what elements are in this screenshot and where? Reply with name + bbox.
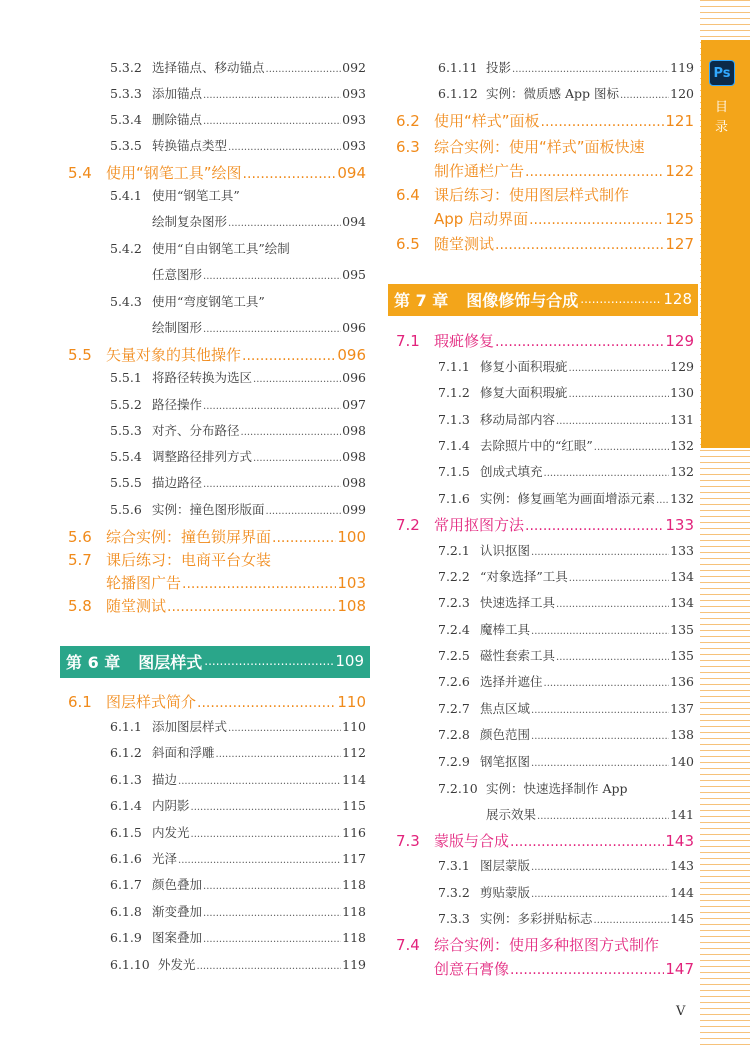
toc-entry[interactable]: 7.2.1 认识抠图 ..... 133 <box>438 541 694 559</box>
toc-section-6-3-continued[interactable]: 制作通栏广告 ..... 122 <box>434 160 694 181</box>
toc-section-6-4[interactable]: 6.4 课后练习：使用图层样式制作 <box>396 186 630 204</box>
toc-section-5-6[interactable]: 5.6 综合实例：撞色锁屏界面 ..... 100 <box>68 526 366 547</box>
toc-entry[interactable]: 7.3.1 图层蒙版 ..... 143 <box>438 856 694 874</box>
chapter-divider <box>60 676 370 678</box>
toc-section-5-7-continued[interactable]: 轮播图广告 ..... 103 <box>106 572 366 593</box>
toc-entry[interactable]: 7.3.3 实例：多彩拼贴标志 ..... 145 <box>438 909 694 927</box>
toc-entry[interactable]: 7.3.2 剪贴蒙版 ..... 144 <box>438 883 694 901</box>
toc-entry[interactable]: 5.3.2 选择锚点、移动锚点 ..... 092 <box>110 58 366 76</box>
toc-entry-continued[interactable]: 绘制复杂图形 ..... 094 <box>152 212 366 230</box>
toc-entry[interactable]: 6.1.7 颜色叠加 ..... 118 <box>110 875 366 893</box>
toc-entry[interactable]: 7.2.3 快速选择工具 ..... 134 <box>438 593 694 611</box>
toc-entry[interactable]: 6.1.10 外发光 ..... 119 <box>110 955 366 973</box>
toc-entry[interactable]: 7.1.2 修复大面积瑕疵 ..... 130 <box>438 383 694 401</box>
toc-entry-continued[interactable]: 展示效果 ..... 141 <box>486 805 694 823</box>
toc-entry[interactable]: 7.1.1 修复小面积瑕疵 ..... 129 <box>438 357 694 375</box>
toc-section-7-4-continued[interactable]: 创意石膏像 ..... 147 <box>434 958 694 979</box>
toc-section-7-2[interactable]: 7.2 常用抠图方法 ..... 133 <box>396 514 694 535</box>
toc-entry[interactable]: 5.3.5 转换锚点类型 ..... 093 <box>110 136 366 154</box>
toc-entry[interactable]: 5.5.6 实例：撞色图形版面 ..... 099 <box>110 500 366 518</box>
toc-entry[interactable]: 6.1.6 光泽 ..... 117 <box>110 849 366 867</box>
toc-entry[interactable]: 6.1.9 图案叠加 ..... 118 <box>110 928 366 946</box>
toc-entry[interactable]: 5.3.4 删除锚点 ..... 093 <box>110 110 366 128</box>
toc-entry[interactable]: 6.1.3 描边 ..... 114 <box>110 770 366 788</box>
toc-entry[interactable]: 7.2.4 魔棒工具 ..... 135 <box>438 620 694 638</box>
toc-entry[interactable]: 6.1.8 渐变叠加 ..... 118 <box>110 902 366 920</box>
toc-section-5-7[interactable]: 5.7 课后练习：电商平台女装 <box>68 551 272 569</box>
toc-section-6-3[interactable]: 6.3 综合实例：使用“样式”面板快速 <box>396 138 645 156</box>
toc-entry[interactable]: 5.5.5 描边路径 ..... 098 <box>110 473 366 491</box>
toc-section-5-4[interactable]: 5.4 使用“钢笔工具”绘图 ..... 094 <box>68 162 366 183</box>
toc-entry[interactable]: 7.2.5 磁性套索工具 ..... 135 <box>438 646 694 664</box>
chapter-divider <box>388 314 698 316</box>
toc-section-5-8[interactable]: 5.8 随堂测试 ..... 108 <box>68 595 366 616</box>
chapter-7-header[interactable]: 第 7 章 图像修饰与合成 ..... 128 <box>388 284 698 314</box>
toc-entry[interactable]: 7.1.3 移动局部内容 ..... 131 <box>438 410 694 428</box>
side-tab <box>701 40 750 448</box>
toc-section-7-3[interactable]: 7.3 蒙版与合成 ..... 143 <box>396 830 694 851</box>
toc-entry[interactable]: 7.2.7 焦点区域 ..... 137 <box>438 699 694 717</box>
photoshop-logo-icon: Ps <box>709 60 735 86</box>
toc-entry[interactable]: 7.2.9 钢笔抠图 ..... 140 <box>438 752 694 770</box>
toc-entry[interactable]: 7.2.10 实例：快速选择制作 App <box>438 781 628 796</box>
toc-section-6-2[interactable]: 6.2 使用“样式”面板 ..... 121 <box>396 110 694 131</box>
toc-entry[interactable]: 5.4.3 使用“弯度钢笔工具” <box>110 294 265 309</box>
toc-entry[interactable]: 5.3.3 添加锚点 ..... 093 <box>110 84 366 102</box>
toc-entry[interactable]: 5.4.1 使用“钢笔工具” <box>110 188 240 203</box>
toc-entry[interactable]: 5.5.2 路径操作 ..... 097 <box>110 395 366 413</box>
toc-entry[interactable]: 7.2.6 选择并遮住 ..... 136 <box>438 672 694 690</box>
toc-entry[interactable]: 7.1.4 去除照片中的“红眼” ..... 132 <box>438 436 694 454</box>
toc-entry-continued[interactable]: 任意图形 ..... 095 <box>152 265 366 283</box>
toc-entry[interactable]: 6.1.12 实例：微质感 App 图标 ..... 120 <box>438 84 694 102</box>
toc-entry[interactable]: 5.4.2 使用“自由钢笔工具”绘制 <box>110 241 290 256</box>
toc-entry[interactable]: 6.1.5 内发光 ..... 116 <box>110 823 366 841</box>
toc-entry[interactable]: 6.1.11 投影 ..... 119 <box>438 58 694 76</box>
toc-entry[interactable]: 6.1.2 斜面和浮雕 ..... 112 <box>110 743 366 761</box>
toc-entry[interactable]: 5.5.4 调整路径排列方式 ..... 098 <box>110 447 366 465</box>
page-number: V <box>676 1004 686 1019</box>
toc-section-6-5[interactable]: 6.5 随堂测试 ..... 127 <box>396 233 694 254</box>
toc-entry[interactable]: 7.1.6 实例：修复画笔为画面增添元素 ..... 132 <box>438 489 694 507</box>
toc-section-7-4[interactable]: 7.4 综合实例：使用多种抠图方式制作 <box>396 936 660 954</box>
toc-section-5-5[interactable]: 5.5 矢量对象的其他操作 ..... 096 <box>68 344 366 365</box>
toc-entry[interactable]: 6.1.4 内阴影 ..... 115 <box>110 796 366 814</box>
toc-entry[interactable]: 7.2.2 “对象选择”工具 ..... 134 <box>438 567 694 585</box>
toc-entry[interactable]: 7.2.8 颜色范围 ..... 138 <box>438 725 694 743</box>
toc-section-6-1[interactable]: 6.1 图层样式简介 ..... 110 <box>68 691 366 712</box>
toc-section-7-1[interactable]: 7.1 瑕疵修复 ..... 129 <box>396 330 694 351</box>
chapter-6-header[interactable]: 第 6 章 图层样式 ..... 109 <box>60 646 370 676</box>
toc-entry[interactable]: 6.1.1 添加图层样式 ..... 110 <box>110 717 366 735</box>
toc-entry[interactable]: 7.1.5 创成式填充 ..... 132 <box>438 462 694 480</box>
side-tab-label: 目 录 <box>714 100 728 135</box>
toc-entry-continued[interactable]: 绘制图形 ..... 096 <box>152 318 366 336</box>
toc-entry[interactable]: 5.5.1 将路径转换为选区 ..... 096 <box>110 368 366 386</box>
toc-entry[interactable]: 5.5.3 对齐、分布路径 ..... 098 <box>110 421 366 439</box>
toc-section-6-4-continued[interactable]: App 启动界面 ..... 125 <box>434 208 694 229</box>
